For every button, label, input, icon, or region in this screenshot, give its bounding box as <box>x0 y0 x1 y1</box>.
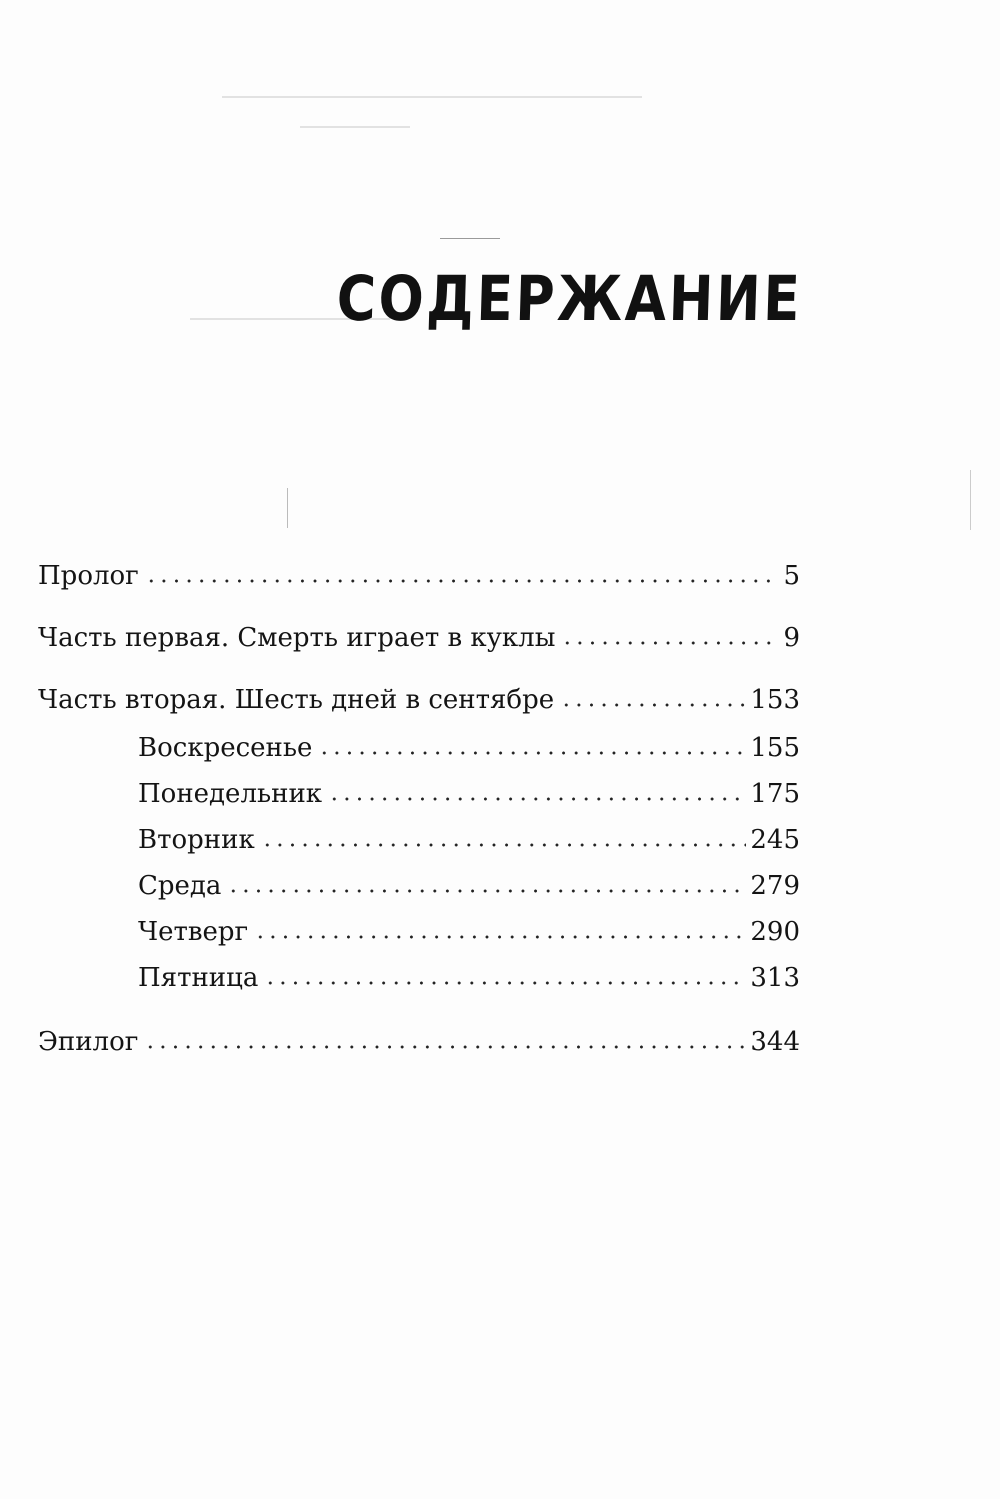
toc-entry-page: 344 <box>750 1027 800 1057</box>
toc-entry <box>38 558 800 594</box>
toc-entry-page: 279 <box>750 871 800 901</box>
toc-entry-title: Пятница <box>138 963 259 993</box>
toc-entry-page: 245 <box>750 825 800 855</box>
dot-leader <box>560 702 746 708</box>
dot-leader <box>227 888 746 894</box>
show-through-line <box>222 96 642 98</box>
toc-subentry <box>138 730 800 766</box>
dot-leader <box>261 842 747 848</box>
toc-entry-page: 9 <box>783 623 800 653</box>
toc-subentry <box>138 868 800 904</box>
toc-entry-page: 175 <box>750 779 800 809</box>
toc-subentry <box>138 960 800 996</box>
dot-leader <box>254 934 746 940</box>
toc-entry-title: Эпилог <box>38 1027 139 1057</box>
toc-entry-page: 5 <box>783 561 800 591</box>
toc-entry-page: 153 <box>750 685 800 715</box>
dot-leader <box>145 578 780 584</box>
toc-subentry <box>138 914 800 950</box>
show-through-line <box>300 126 410 128</box>
toc-entry-title: Четверг <box>138 917 249 947</box>
toc-entry <box>38 682 800 718</box>
dot-leader <box>144 1044 746 1050</box>
toc-entry-title: Часть первая. Смерть играет в куклы <box>38 623 556 653</box>
scan-speck <box>287 488 288 528</box>
toc-entry-page: 290 <box>750 917 800 947</box>
toc-entry-title: Воскресенье <box>138 733 313 763</box>
toc-entry-title: Вторник <box>138 825 255 855</box>
toc-entry-title: Пролог <box>38 561 139 591</box>
scan-speck <box>970 470 971 530</box>
toc-entry <box>38 1024 800 1060</box>
dot-leader <box>328 796 746 802</box>
toc-subentry <box>138 776 800 812</box>
toc-entry-title: Часть вторая. Шесть дней в сентябре <box>38 685 555 715</box>
show-through-line <box>440 238 500 239</box>
dot-leader <box>561 640 779 646</box>
toc-entry-title: Понедельник <box>138 779 323 809</box>
toc-entry-title: Среда <box>138 871 222 901</box>
page-title: СОДЕРЖАНИЕ <box>335 262 804 335</box>
dot-leader <box>264 980 746 986</box>
dot-leader <box>318 750 746 756</box>
toc-entry <box>38 620 800 656</box>
toc-subentry <box>138 822 800 858</box>
toc-entry-page: 155 <box>750 733 800 763</box>
toc-entry-page: 313 <box>750 963 800 993</box>
